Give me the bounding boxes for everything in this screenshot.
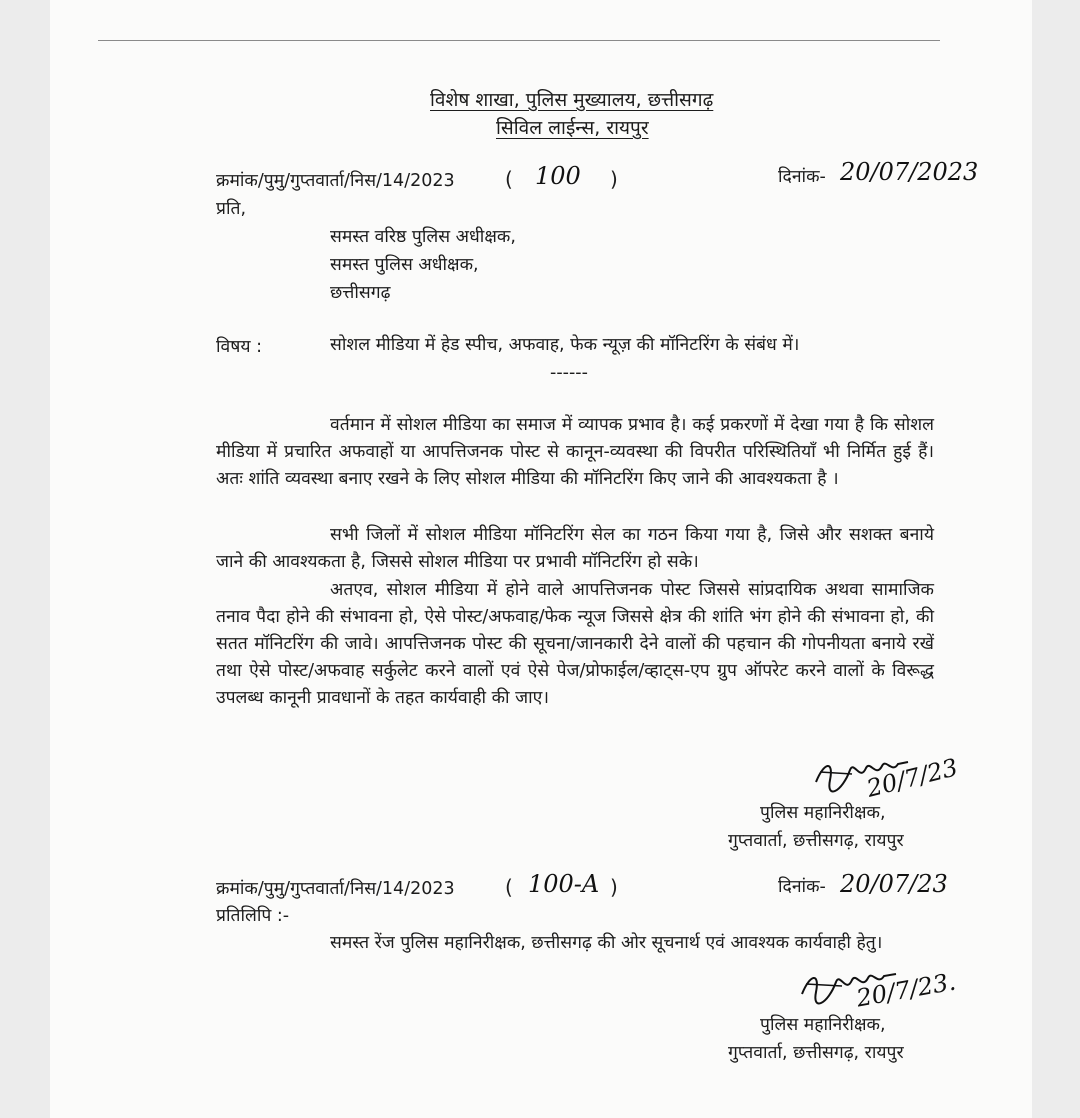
signature-date: 20/7/23 [863, 753, 961, 803]
signatory-designation: पुलिस महानिरीक्षक, [760, 803, 886, 823]
handwritten-date: 20/07/2023 [840, 158, 979, 186]
body-paragraph-1 [216, 412, 934, 493]
paragraph-text: समस्त रेंज पुलिस महानिरीक्षक, छत्तीसगढ़ की ओर सूचनार्थ एवं आवश्यक कार्यवाही हेतु। [330, 933, 883, 953]
copy-reference-number: क्रमांक/पुमु/गुप्तवार्ता/निस/14/2023 [216, 879, 455, 899]
paragraph-text: सभी जिलों में सोशल मीडिया मॉनिटरिंग सेल का गठन किया गया है, जिसे और सशक्त बनाये जाने की आवश्यकता है, जिससे सोशल मीडिया पर प्रभावी मॉनिटरिंग हो सके। [216, 525, 934, 572]
recipient-3: छत्तीसगढ़ [330, 283, 391, 303]
scan-margin-left [0, 0, 50, 1118]
office-heading: विशेष शाखा, पुलिस मुख्यालय, छत्तीसगढ़ [430, 89, 714, 111]
signatory-designation: पुलिस महानिरीक्षक, [760, 1015, 886, 1035]
bracket-open: ( [505, 875, 513, 899]
scan-margin-right [1032, 0, 1080, 1118]
document-page [50, 0, 1032, 1118]
bracket-close: ) [610, 167, 618, 191]
signature-date: 20/7/23. [854, 967, 958, 1013]
subject-divider: ------ [550, 363, 588, 383]
bracket-open: ( [505, 167, 513, 191]
handwritten-copy-date: 20/07/23 [840, 870, 948, 898]
bracket-close: ) [610, 875, 618, 899]
paragraph-text: वर्तमान में सोशल मीडिया का समाज में व्यापक प्रभाव है। कई प्रकरणों में देखा गया है कि सोशल मीडिया में प्रचारित अफवाहों या आपत्तिजनक पोस्ट से कानून-व्यवस्था की विपरीत परिस्थितियॉं भी निर्मित हुई हैं। अतः शांति व्यवस्था बनाए रखने के लिए सोशल मीडिया की मॉनिटरिंग किए जाने की आवश्यकता है । [216, 415, 934, 489]
copy-paragraph [216, 930, 934, 957]
copy-date-label: दिनांक- [778, 877, 826, 897]
paragraph-text: अतएव, सोशल मीडिया में होने वाले आपत्तिजनक पोस्ट जिससे सांप्रदायिक अथवा सामाजिक तनाव पैदा होने की संभावना हो, ऐसे पोस्ट/अफवाह/फेक न्यूज जिससे क्षेत्र की शांति भंग होने की संभावना हो, की सतत मॉनिटरिंग की जावे। आपत्तिजनक पोस्ट की सूचना/जानकारी देने वालों की पहचान की गोपनीयता बनाये रखें तथा ऐसे पोस्ट/अफवाह सर्कुलेट करने वालों एवं ऐसे पेज/प्रोफाईल/व्हाट्स-एप ग्रुप ऑपरेट करने वालों के विरूद्ध उपलब्ध कानूनी प्रावधानों के तहत कार्यवाही की जाए। [216, 580, 934, 708]
recipient-2: समस्त पुलिस अधीक्षक, [330, 255, 479, 275]
signatory-office: गुप्तवार्ता, छत्तीसगढ़, रायपुर [728, 831, 904, 851]
reference-number: क्रमांक/पुमु/गुप्तवार्ता/निस/14/2023 [216, 171, 455, 191]
subject-label: विषय : [216, 337, 262, 357]
handwritten-reference-number: 100 [535, 162, 581, 190]
handwritten-copy-number: 100-A [528, 870, 600, 898]
recipient-1: समस्त वरिष्ठ पुलिस अधीक्षक, [330, 227, 516, 247]
to-label: प्रति, [216, 199, 247, 219]
copy-label: प्रतिलिपि :- [216, 906, 290, 926]
office-address: सिविल लाईन्स, रायपुर [496, 117, 649, 139]
body-paragraph-3 [216, 577, 934, 712]
subject-text: सोशल मीडिया में हेड स्पीच, अफवाह, फेक न्यूज़ की मॉनिटरिंग के संबंध में। [330, 335, 800, 355]
top-rule [98, 40, 940, 41]
date-label: दिनांक- [778, 167, 826, 187]
signatory-office: गुप्तवार्ता, छत्तीसगढ़, रायपुर [728, 1043, 904, 1063]
body-paragraph-2 [216, 522, 934, 576]
